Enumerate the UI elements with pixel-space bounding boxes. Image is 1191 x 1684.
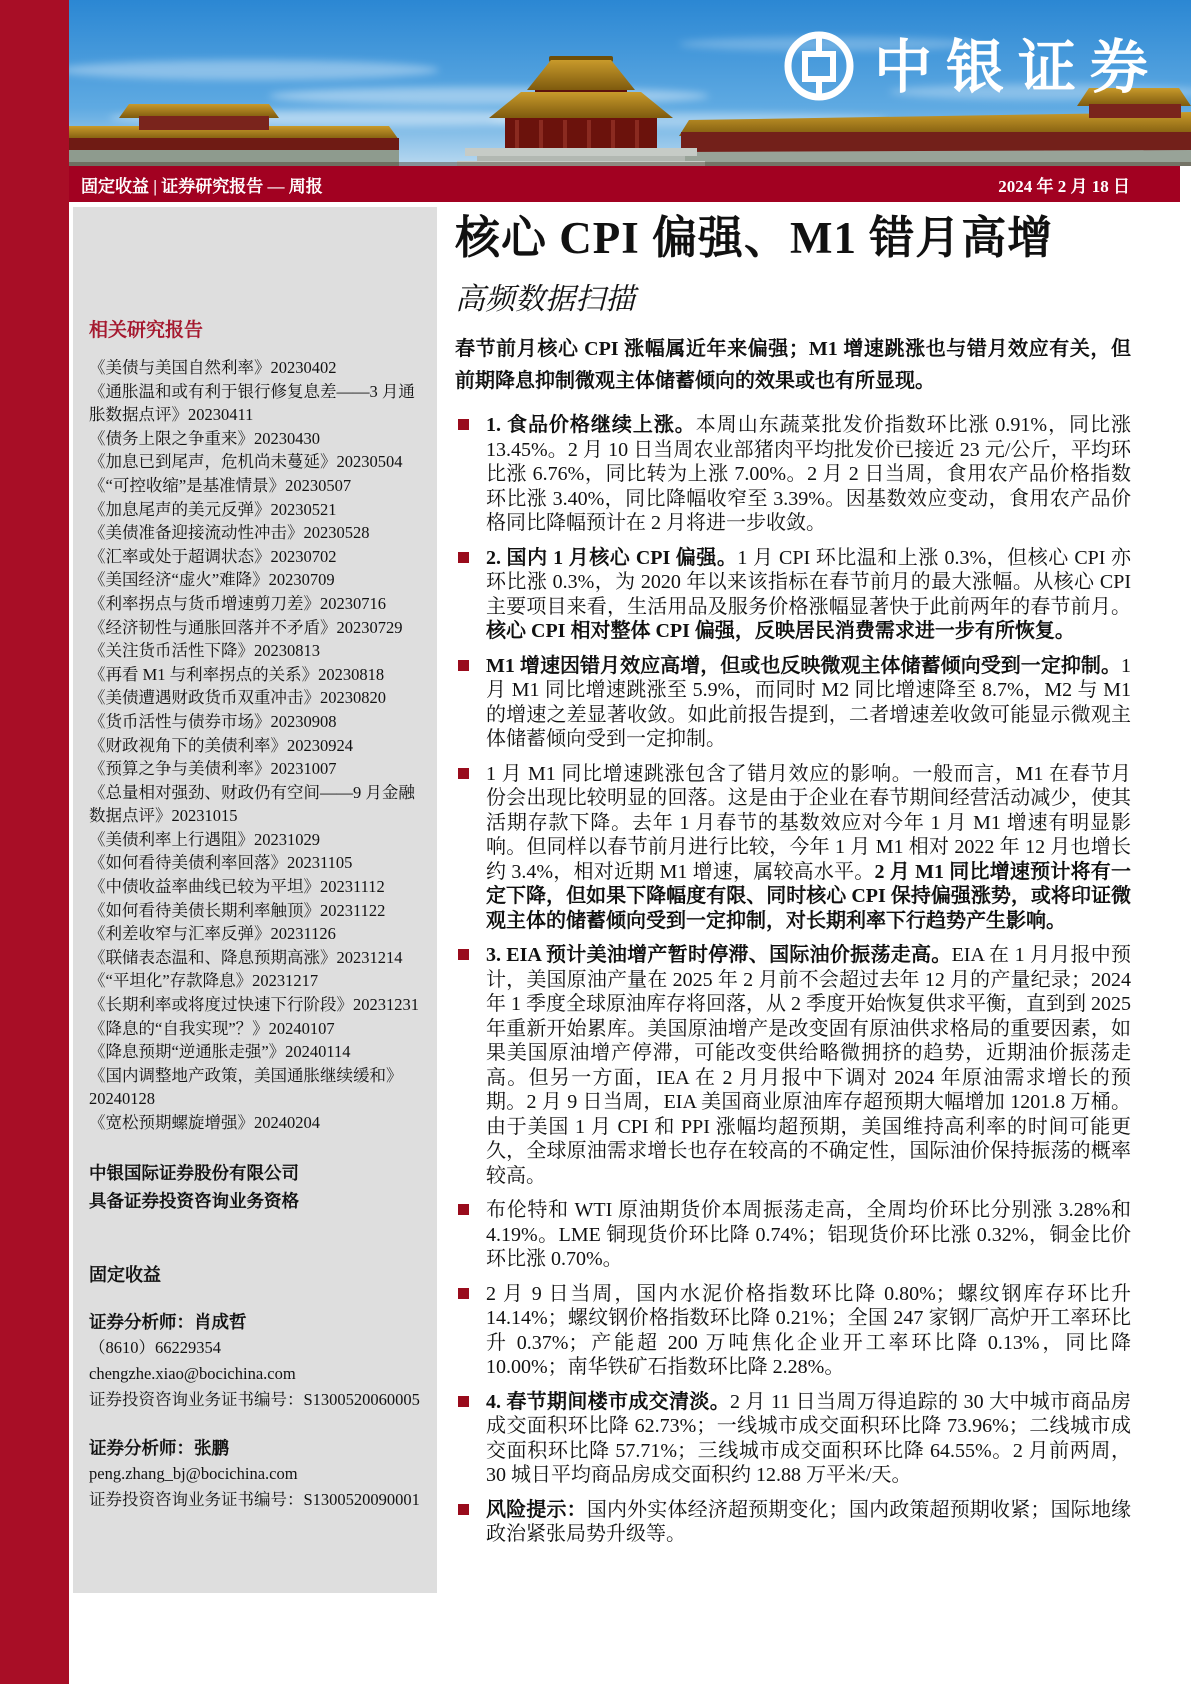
bullet-text: 布伦特和 WTI 原油期货价本周振荡走高，全周均价环比分别涨 3.28%和 4.19%。LME 铜现货价环比降 0.74%；铝现货价环比涨 0.32%，铜金比价环比涨 0.70%。: [486, 1199, 1131, 1270]
brand-name: 中银证券: [874, 35, 1163, 100]
report-item: 《长期利率或将度过快速下行阶段》20231231: [89, 995, 419, 1015]
report-date: 2024 年 2 月 18 日: [998, 176, 1130, 196]
report-item: 《再看 M1 与利率拐点的关系》20230818: [89, 664, 385, 684]
report-item: 《联储表态温和、降息预期高涨》20231214: [89, 947, 403, 967]
report-item: 《降息的“自我实现”？》20240107: [89, 1018, 335, 1038]
bullet-marker-icon: [458, 768, 469, 779]
report-item: 《宽松预期螺旋增强》20240204: [89, 1113, 320, 1132]
bullet-bold-lead: 4. 春节期间楼市成交清淡。: [486, 1390, 731, 1413]
report-category: 固定收益 | 证券研究报告 — 周报: [81, 176, 323, 196]
analyst-email: chengzhe.xiao@bocichina.com: [89, 1363, 296, 1383]
bullet-bold-tail: 核心 CPI 相对整体 CPI 偏强，反映居民消费需求进一步有所恢复。: [486, 620, 1075, 642]
page-subtitle: 高频数据扫描: [455, 283, 635, 316]
bullet-risk-warning: [455, 1498, 1131, 1547]
report-item: 《债务上限之争重来》20230430: [89, 428, 320, 448]
report-item: 《汇率或处于超调状态》20230702: [89, 546, 337, 566]
bullet-bold-lead: 风险提示：: [486, 1498, 587, 1521]
bullet-brent-wti: [455, 1198, 1131, 1272]
main-content: [455, 210, 1131, 1557]
report-item: 《“可控收缩”是基准情景》20230507: [89, 475, 352, 495]
bullet-text: 2 月 9 日当周，国内水泥价格指数环比降 0.80%；螺纹钢库存环比升 14.14%；螺纹钢价格指数环比降 0.21%；全国 247 家钢厂高炉开工率环比升 0.37%；产能超 200 万吨焦化企业开工率环比降 0.13%，同比降 10.00%；南华铁矿石指数环比降 2.28%。: [486, 1282, 1131, 1378]
bullet-list: [455, 413, 1131, 1547]
company-block: [89, 1159, 431, 1215]
report-item: 《加息已到尾声，危机尚未蔓延》20230504: [89, 452, 403, 472]
bullet-marker-icon: [458, 552, 469, 563]
bullet-bold-lead: 2. 国内 1 月核心 CPI 偏强。: [486, 546, 738, 569]
bullet-text: 本周山东蔬菜批发价指数环比涨 0.91%，同比涨 13.45%。2 月 10 日当周农业部猪肉平均批发价已接近 23 元/公斤，平均环比涨 6.76%，同比转为上涨 7.00%。2 月 2 日当周，食用农产品价格指数环比涨 3.40%，同比降幅收窄至 3.39%。因基数效应变动，食用农产品价格同比降幅预计在 2 月将进一步收敛。: [486, 414, 1132, 534]
bullet-text: 国内外实体经济超预期变化；国内政策超预期收紧；国际地缘政治紧张局势升级等。: [486, 1498, 1132, 1545]
bullet-text: 1 月 M1 同比增速跳涨至 5.9%，而同时 M2 同比增速降至 8.7%，M2 与 M1 的增速之差显著收敛。如此前报告提到，二者增速差收敛可能显示微观主体储蓄倾向受到一定抑制。: [486, 654, 1131, 750]
report-item: 《总量相对强劲、财政仍有空间——9 月金融数据点评》20231015: [89, 782, 415, 826]
analyst-name: 证券分析师：肖成哲: [89, 1311, 247, 1332]
bullet-text: 2 月 11 日当周万得追踪的 30 大中城市商品房成交面积环比降 62.73%；一线城市成交面积环比降 73.96%；二线城市成交面积环比降 57.71%；三线城市成交面积环比降 64.55%。2 月前两周，30 城日平均商品房成交面积约 12.88 万平米/天。: [486, 1390, 1131, 1486]
bullet-cement-steel: [455, 1282, 1131, 1380]
related-reports-title: 相关研究报告: [89, 320, 204, 341]
analyst-cert: 证券投资咨询业务证书编号：S1300520060005: [89, 1389, 420, 1409]
bullet-bold-tail: 2 月 M1 同比增速预计将有一定下降，但如果下降幅度有限、同时核心 CPI 保持偏强涨势，或将印证微观主体的储蓄倾向受到一定抑制，对长期利率下行趋势产生影响。: [486, 860, 1131, 932]
report-meta-bar: [69, 166, 1180, 202]
analyst-name: 证券分析师：张鹏: [89, 1437, 229, 1458]
company-qualification: 具备证券投资咨询业务资格: [89, 1190, 299, 1211]
bullet-m1-growth: [455, 654, 1131, 752]
left-accent-strip: [0, 0, 69, 1684]
bullet-eia-oil: [455, 943, 1131, 1188]
report-item: 《“平坦化”存款降息》20231217: [89, 971, 319, 991]
bullet-housing: [455, 1390, 1131, 1488]
report-item: 《美债利率上行遇阻》20231029: [89, 829, 320, 849]
report-item: 《国内调整地产政策，美国通胀继续缓和》20240128: [89, 1065, 403, 1109]
bullet-marker-icon: [458, 1204, 469, 1215]
report-item: 《美国经济“虚火”难降》20230709: [89, 570, 335, 590]
bullet-marker-icon: [458, 949, 469, 960]
bullet-text: EIA 在 1 月月报中预计，美国原油产量在 2025 年 2 月前不会超过去年 12 月的产量纪录；2024 年 1 季度全球原油库存将回落，从 2 季度开始恢复供求平衡，直到到 2025 年重新开始累库。美国原油增产是改变固有原油供求格局的重要因素，如果美国原油增产停滞，可能改变供给略微拥挤的趋势，近期油价振荡走高。但另一方面，IEA 在 2 月月报中下调对 2024 年原油需求增长的预期。2 月 9 日当周，EIA 美国商业原油库存超预期大幅增加 1201.8 万桶。由于美国 1 月 CPI 和 PPI 涨幅均超预期，美国维持高利率的时间可能更久，全球原油需求增长也存在较高的不确定性，国际油价保持振荡的概率较高。: [486, 944, 1131, 1187]
report-item: 《美债与美国自然利率》20230402: [89, 358, 337, 377]
analyst-block-1: [89, 1309, 431, 1413]
report-item: 《中债收益率曲线已较为平坦》20231112: [89, 877, 385, 897]
bullet-marker-icon: [458, 419, 469, 430]
page-title: 核心 CPI 偏强、M1 错月高增: [455, 213, 1054, 263]
analyst-phone: （8610）66229354: [89, 1337, 221, 1357]
report-item: 《如何看待美债长期利率触顶》20231122: [89, 900, 386, 920]
bullet-food-prices: [455, 413, 1131, 536]
report-item: 《财政视角下的美债利率》20230924: [89, 735, 353, 755]
bullet-text: 1 月 CPI 环比温和上涨 0.3%，但核心 CPI 亦环比涨 0.3%，为 2020 年以来该指标在春节前月的最大涨幅。从核心 CPI 主要项目来看，生活用品及服务价格涨幅显著快于此前两年的春节前月。: [486, 546, 1131, 618]
bullet-marker-icon: [458, 660, 469, 671]
bullet-marker-icon: [458, 1396, 469, 1407]
header-banner: [69, 0, 1191, 166]
department-label: 固定收益: [89, 1264, 161, 1285]
bullet-bold-lead: 1. 食品价格继续上涨。: [486, 414, 696, 436]
report-item: 《降息预期“逆通胀走强”》20240114: [89, 1042, 351, 1062]
report-item: 《通胀温和或有利于银行修复息差——3 月通胀数据点评》20230411: [89, 381, 415, 425]
report-item: 《利差收窄与汇率反弹》20231126: [89, 924, 336, 944]
report-item: 《关注货币活性下降》20230813: [89, 641, 320, 661]
bullet-core-cpi: [455, 546, 1131, 644]
bullet-bold-lead: 3. EIA 预计美油增产暂时停滞、国际油价振荡走高。: [486, 944, 952, 966]
analyst-cert: 证券投资咨询业务证书编号：S1300520090001: [89, 1489, 420, 1509]
report-item: 《利率拐点与货币增速剪刀差》20230716: [89, 593, 386, 613]
forbidden-city-photo: [69, 0, 1191, 166]
bullet-marker-icon: [458, 1288, 469, 1299]
analyst-email: peng.zhang_bj@bocichina.com: [89, 1463, 298, 1483]
report-item: 《货币活性与债券市场》20230908: [89, 711, 337, 731]
analyst-block-2: [89, 1435, 431, 1513]
report-item: 《预算之争与美债利率》20231007: [89, 759, 337, 779]
lead-summary: 春节前月核心 CPI 涨幅属近年来偏强；M1 增速跳涨也与错月效应有关，但前期降息抑制微观主体储蓄倾向的效果或也有所显现。: [455, 338, 1131, 392]
report-item: 《如何看待美债利率回落》20231105: [89, 853, 353, 873]
company-name: 中银国际证券股份有限公司: [89, 1162, 299, 1183]
bullet-m1-month-effect: [455, 762, 1131, 934]
report-item: 《美债准备迎接流动性冲击》20230528: [89, 523, 370, 543]
related-reports-list: [89, 356, 431, 1135]
sidebar: [73, 207, 437, 1593]
report-item: 《美债遭遇财政货币双重冲击》20230820: [89, 688, 386, 708]
bullet-text: 1 月 M1 同比增速跳涨包含了错月效应的影响。一般而言，M1 在春节月份会出现比较明显的回落。这是由于企业在春节期间经营活动减少，使其活期存款下降。去年 1 月春节的基数效应对今年 1 月 M1 增速有明显影响。但同样以春节前月进行比较，今年 1 月 M1 相对 2022 年 12 月也增长约 3.4%，相对近期 M1 增速，属较高水平。: [486, 762, 1131, 883]
report-item: 《经济韧性与通胀回落并不矛盾》20230729: [89, 617, 403, 637]
bullet-marker-icon: [458, 1504, 469, 1515]
report-item: 《加息尾声的美元反弹》20230521: [89, 499, 337, 519]
bullet-bold-lead: M1 增速因错月效应高增，但或也反映微观主体储蓄倾向受到一定抑制。: [486, 654, 1121, 677]
